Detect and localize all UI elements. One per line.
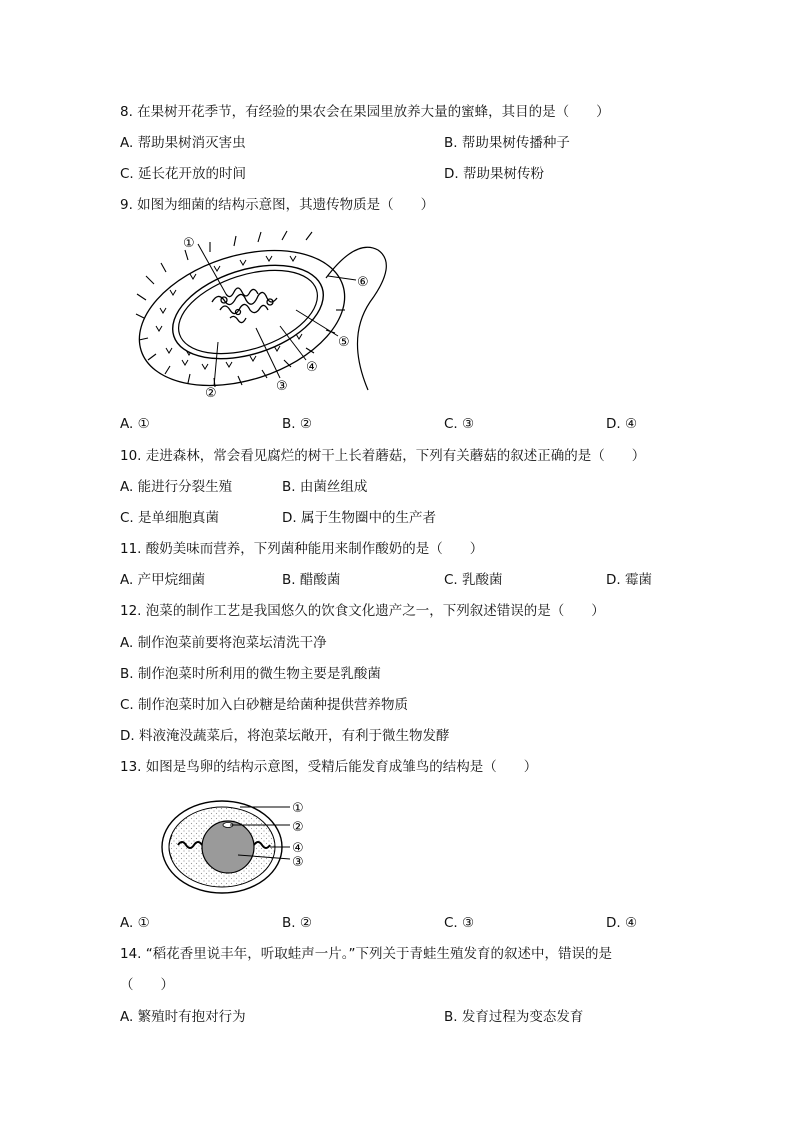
label-5: ⑤ [338,335,350,350]
egg-label-3: ③ [292,855,304,870]
egg-label-1: ① [292,801,304,816]
question-13-option-c[interactable]: C. ③ [444,915,475,931]
question-9-option-b[interactable]: B. ② [282,416,312,432]
question-10-option-a[interactable]: A. 能进行分裂生殖 [120,479,233,495]
question-13-option-b[interactable]: B. ② [282,915,312,931]
question-10-option-b[interactable]: B. 由菌丝组成 [282,479,368,495]
question-14-stem: 14. “稻花香里说丰年，听取蛙声一片。”下列关于青蛙生殖发育的叙述中，错误的是 [120,946,612,962]
label-6: ⑥ [357,275,369,290]
question-10-option-d[interactable]: D. 属于生物圈中的生产者 [282,510,436,526]
question-9-option-c[interactable]: C. ③ [444,416,475,432]
question-13-option-a[interactable]: A. ① [120,915,150,931]
label-1: ① [183,236,195,251]
bird-egg-diagram [158,795,318,899]
question-11-option-d[interactable]: D. 霉菌 [606,572,652,588]
question-12-option-d[interactable]: D. 料液淹没蔬菜后，将泡菜坛敞开，有利于微生物发酵 [120,728,450,744]
question-11-option-b[interactable]: B. 醋酸菌 [282,572,341,588]
question-13-option-d[interactable]: D. ④ [606,915,638,931]
question-8-option-a[interactable]: A. 帮助果树消灭害虫 [120,135,246,151]
egg-label-4: ④ [292,841,304,856]
question-9-option-a[interactable]: A. ① [120,416,150,432]
question-12-option-b[interactable]: B. 制作泡菜时所利用的微生物主要是乳酸菌 [120,666,381,682]
question-13-stem: 13. 如图是鸟卵的结构示意图，受精后能发育成雏鸟的结构是（ ） [120,759,538,775]
question-14-option-a[interactable]: A. 繁殖时有抱对行为 [120,1009,246,1025]
label-2: ② [205,386,217,401]
question-14-stem-cont: （ ） [120,977,174,993]
question-9-option-d[interactable]: D. ④ [606,416,638,432]
question-11-option-a[interactable]: A. 产甲烷细菌 [120,572,206,588]
question-11-option-c[interactable]: C. 乳酸菌 [444,572,503,588]
question-10-option-c[interactable]: C. 是单细胞真菌 [120,510,220,526]
question-8-option-c[interactable]: C. 延长花开放的时间 [120,166,247,182]
question-10-stem: 10. 走进森林，常会看见腐烂的树干上长着蘑菇，下列有关蘑菇的叙述正确的是（ ） [120,448,646,464]
question-8-stem: 8. 在果树开花季节，有经验的果农会在果园里放养大量的蜜蜂，其目的是（ ） [120,104,610,120]
question-8-option-d[interactable]: D. 帮助果树传粉 [444,166,544,182]
egg-label-2: ② [292,820,304,835]
question-14-option-b[interactable]: B. 发育过程为变态发育 [444,1009,584,1025]
question-9-stem: 9. 如图为细菌的结构示意图，其遗传物质是（ ） [120,197,435,213]
label-3: ③ [276,379,288,394]
yolk [202,821,254,873]
question-12-option-c[interactable]: C. 制作泡菜时加入白砂糖是给菌种提供营养物质 [120,697,409,713]
question-12-option-a[interactable]: A. 制作泡菜前要将泡菜坛清洗干净 [120,635,327,651]
label-4: ④ [306,360,318,375]
question-11-stem: 11. 酸奶美味而营养，下列菌种能用来制作酸奶的是（ ） [120,541,484,557]
question-12-stem: 12. 泡菜的制作工艺是我国悠久的饮食文化遗产之一，下列叙述错误的是（ ） [120,603,605,619]
question-8-option-b[interactable]: B. 帮助果树传播种子 [444,135,570,151]
bacteria-diagram [130,230,390,402]
